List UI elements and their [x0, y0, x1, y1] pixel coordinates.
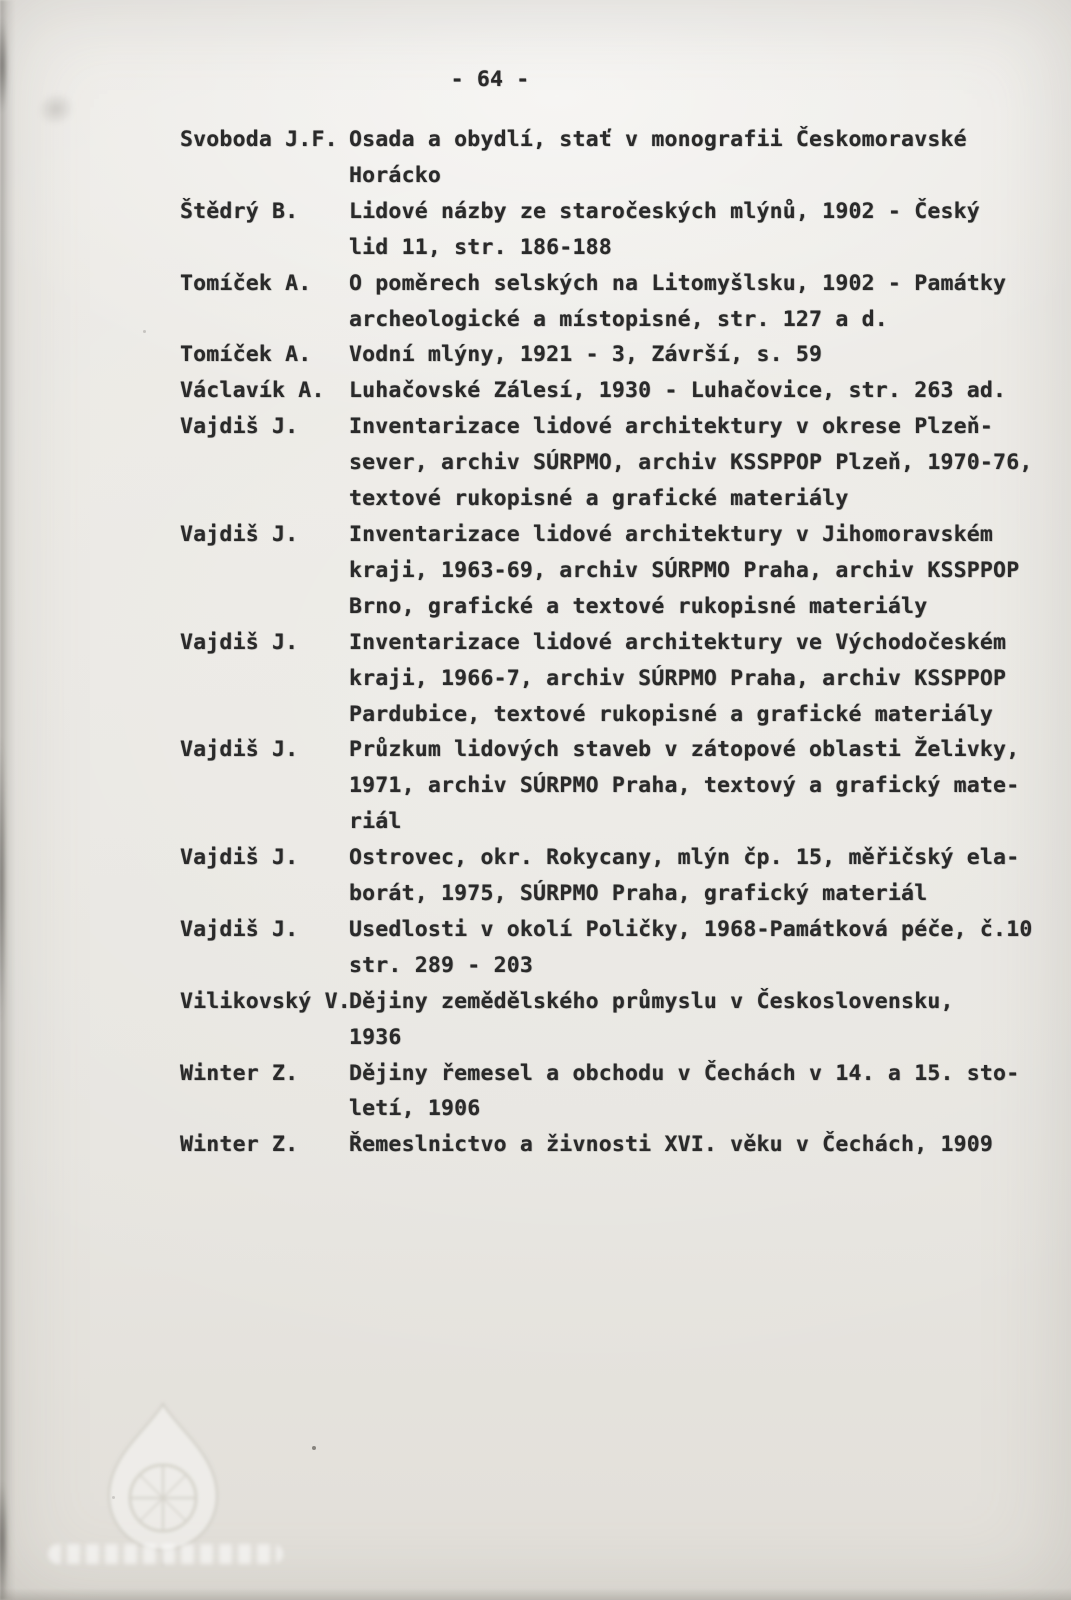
entry-citation-line: Luhačovské Zálesí, 1930 - Luhačovice, str. 263 ad.: [349, 378, 1007, 404]
entry-citation-line: textové rukopisné a grafické materiály: [349, 486, 849, 512]
entry-citation: [349, 266, 1066, 338]
entry-citation: [349, 373, 1066, 409]
entry-author: Tomíček A.: [180, 342, 312, 368]
entry-citation-line: Horácko: [349, 162, 442, 188]
entry-citation-line: Usedlosti v okolí Poličky, 1968-Památková péče, č.10: [349, 916, 1033, 942]
entry-citation: [349, 337, 1066, 373]
left-edge-smudge: [0, 1480, 8, 1600]
entry-citation: [349, 517, 1066, 625]
bibliography-entry: [180, 625, 1066, 733]
entry-author: Vajdiš J.: [180, 414, 299, 440]
entry-author: Vajdiš J.: [180, 845, 299, 871]
entry-citation: [349, 1127, 1066, 1163]
entry-citation: [349, 984, 1066, 1056]
bottom-edge-scan-shadow: [0, 1588, 1071, 1600]
entry-citation-line: borát, 1975, SÚRPMO Praha, grafický materiál: [349, 881, 928, 907]
entry-author: Winter Z.: [180, 1132, 299, 1158]
bibliography-entry: [180, 373, 1066, 409]
entry-citation-line: Průzkum lidových staveb v zátopové oblasti Želivky,: [349, 737, 1020, 763]
bibliography-entry: [180, 194, 1066, 266]
entry-citation-line: Inventarizace lidové architektury ve Východočeském: [349, 629, 1007, 655]
watermark-text-ghost: [48, 1544, 283, 1564]
bibliography-entry: [180, 984, 1066, 1056]
entry-citation-line: Řemeslnictvo a živnosti XVI. věku v Čechách, 1909: [349, 1132, 994, 1158]
left-edge-scan-shadow: [0, 0, 15, 1600]
bibliography-entry: [180, 912, 1066, 984]
entry-author: Tomíček A.: [180, 270, 312, 296]
watermark-emblem: [83, 1398, 243, 1568]
bibliography-entry: [180, 122, 1066, 194]
bibliography-entry: [180, 266, 1066, 338]
entry-author: Winter Z.: [180, 1060, 299, 1086]
entry-citation: [349, 912, 1066, 984]
entry-citation-line: archeologické a místopisné, str. 127 a d.: [349, 306, 888, 332]
entry-citation-line: Dějiny zemědělského průmyslu v Československu,: [349, 988, 954, 1014]
entry-author: Vajdiš J.: [180, 521, 299, 547]
entry-citation-line: 1971, archiv SÚRPMO Praha, textový a grafický mate-: [349, 773, 1020, 799]
entry-author: Štědrý B.: [180, 198, 299, 224]
entry-citation-line: Inventarizace lidové architektury v okrese Plzeň-: [349, 414, 994, 440]
bibliography-entry: [180, 517, 1066, 625]
left-edge-smudge: [0, 735, 6, 1025]
entry-author: Vajdiš J.: [180, 916, 299, 942]
entry-citation: [349, 194, 1066, 266]
left-edge-smudge: [0, 18, 8, 113]
entry-author: Václavík A.: [180, 378, 325, 404]
entry-citation-line: Brno, grafické a textové rukopisné materiály: [349, 593, 928, 619]
entry-citation-line: letí, 1906: [349, 1096, 481, 1122]
entry-citation: [349, 625, 1066, 733]
entry-citation-line: str. 289 - 203: [349, 952, 534, 978]
entry-author: Vajdiš J.: [180, 629, 299, 655]
page-number: - 64 -: [450, 67, 530, 92]
entry-author: Vilikovský V.: [180, 988, 351, 1014]
entry-citation: [349, 122, 1066, 194]
entry-citation-line: kraji, 1966-7, archiv SÚRPMO Praha, archiv KSSPPOP: [349, 665, 1007, 691]
entry-citation-line: lid 11, str. 186-188: [349, 234, 612, 260]
entry-citation-line: O poměrech selských na Litomyšlsku, 1902 - Památky: [349, 270, 1007, 296]
entry-citation-line: Ostrovec, okr. Rokycany, mlýn čp. 15, měřičský ela-: [349, 845, 1020, 871]
entry-citation-line: Dějiny řemesel a obchodu v Čechách v 14. a 15. sto-: [349, 1060, 1020, 1086]
bibliography-entry: [180, 1056, 1066, 1128]
bibliography-entry: [180, 732, 1066, 840]
entry-citation-line: Inventarizace lidové architektury v Jihomoravském: [349, 521, 994, 547]
entry-citation-line: kraji, 1963-69, archiv SÚRPMO Praha, archiv KSSPPOP: [349, 557, 1020, 583]
entry-citation: [349, 732, 1066, 840]
paper-smudge: [24, 79, 88, 139]
entry-citation-line: 1936: [349, 1024, 402, 1050]
entry-citation-line: Vodní mlýny, 1921 - 3, Závrší, s. 59: [349, 342, 823, 368]
bibliography-entry: [180, 1127, 1066, 1163]
bibliography-entry: [180, 337, 1066, 373]
entry-citation: [349, 840, 1066, 912]
entry-citation: [349, 409, 1066, 517]
entry-author: Vajdiš J.: [180, 737, 299, 763]
entry-citation-line: Lidové názby ze staročeských mlýnů, 1902 - Český: [349, 198, 980, 224]
entry-author: Svoboda J.F.: [180, 127, 338, 152]
bibliography-entry: [180, 840, 1066, 912]
bibliography-entry: [180, 409, 1066, 517]
entry-citation-line: sever, archiv SÚRPMO, archiv KSSPPOP Plzeň, 1970-76,: [349, 450, 1033, 476]
entry-citation-line: Pardubice, textové rukopisné a grafické materiály: [349, 701, 994, 727]
entry-citation-line: riál: [349, 809, 402, 835]
ink-speck: [112, 1496, 115, 1499]
bibliography-list: [180, 122, 1066, 1163]
entry-citation: [349, 1056, 1066, 1128]
ink-speck: [143, 330, 146, 333]
entry-citation-line: Osada a obydlí, stať v monografii Českomoravské: [349, 127, 967, 152]
ink-speck: [312, 1446, 316, 1450]
